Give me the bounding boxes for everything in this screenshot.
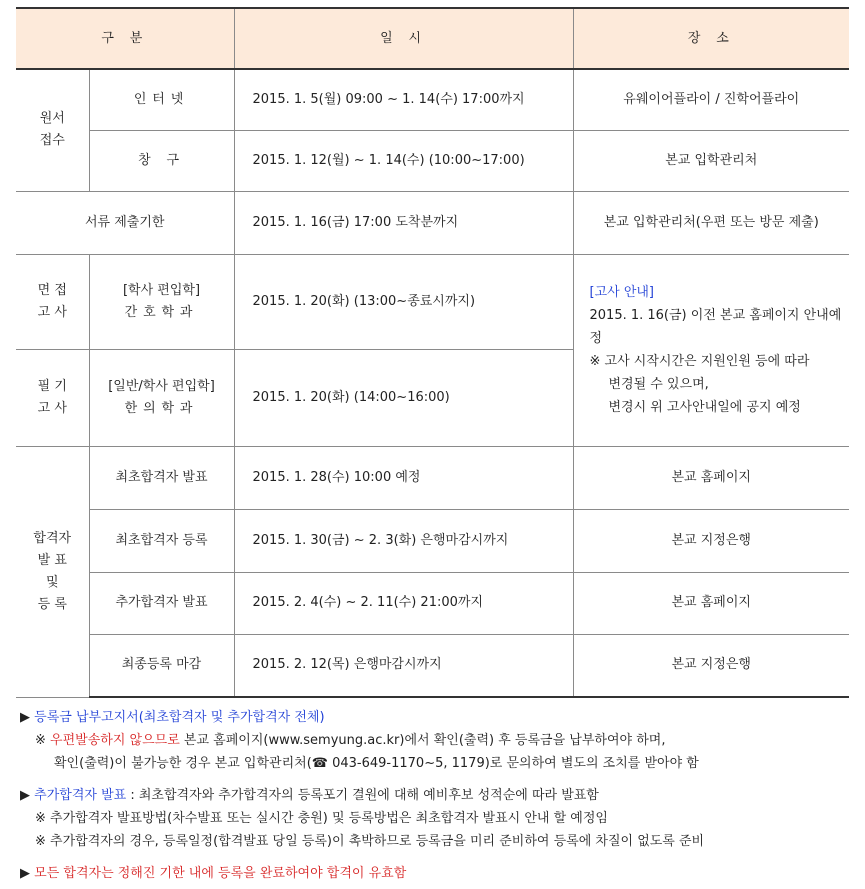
tuition-rest-text: 본교 홈페이지(www.semyung.ac.kr)에서 확인(출력) 후 등록금을 납부하여야 하며, [179, 733, 666, 748]
exam-notice-line2: ※ 고사 시작시간은 지원인원 등에 따라 [589, 354, 810, 369]
results-group-line4: 등 록 [37, 596, 67, 612]
reference-mark: ※ [35, 733, 46, 748]
interview-label-line1: [학사 편입학] [122, 282, 201, 298]
table-row [16, 446, 849, 509]
results-group-line3: 및 [45, 574, 59, 590]
interview-label-line2: 간호학과 [124, 304, 199, 320]
window-label: 창 구 [89, 130, 234, 191]
final-notice [20, 862, 855, 885]
results-row-datetime: 2015. 2. 12(목) 은행마감시까지 [234, 634, 573, 697]
table-row [16, 191, 849, 254]
schedule-table [16, 7, 849, 698]
table-row [16, 509, 849, 572]
table-row [16, 634, 849, 697]
application-group-line2: 접수 [39, 133, 65, 149]
table-row [16, 130, 849, 191]
window-datetime: 2015. 1. 12(월) ~ 1. 14(수) (10:00~17:00) [234, 130, 573, 191]
internet-datetime: 2015. 1. 5(월) 09:00 ~ 1. 14(수) 17:00까지 [234, 69, 573, 130]
results-row-datetime: 2015. 1. 28(수) 10:00 예정 [234, 446, 573, 509]
results-row-datetime: 2015. 1. 30(금) ~ 2. 3(화) 은행마감시까지 [234, 509, 573, 572]
extra-line1: ※ 추가합격자 발표방법(차수발표 또는 실시간 충원) 및 등록방법은 최초합격자 발표시 안내 할 예정임 [35, 811, 608, 826]
interview-label-cell [89, 254, 234, 349]
written-group-line1: 필 기 [37, 378, 67, 394]
interview-group-line1: 면 접 [37, 282, 67, 298]
results-row-label: 최종등록 마감 [89, 634, 234, 697]
results-row-location: 본교 홈페이지 [573, 572, 849, 634]
written-label-cell [89, 349, 234, 446]
tuition-heading [20, 706, 855, 729]
interview-datetime: 2015. 1. 20(화) (13:00~종료시까지) [234, 254, 573, 349]
header-category: 구 분 [16, 8, 234, 69]
table-row [16, 69, 849, 130]
documents-datetime: 2015. 1. 16(금) 17:00 도착분까지 [234, 191, 573, 254]
notes-section [20, 706, 855, 885]
results-row-label: 추가합격자 발표 [89, 572, 234, 634]
extra-rest-text: : 최초합격자와 추가합격자의 등록포기 결원에 대해 예비후보 성적순에 따라 발표함 [126, 788, 599, 803]
results-row-location: 본교 지정은행 [573, 634, 849, 697]
exam-notice-line4: 변경시 위 고사안내일에 공지 예정 [608, 400, 801, 415]
results-group-cell [16, 446, 89, 697]
exam-notice-line3: 변경될 수 있으며, [608, 377, 709, 392]
documents-label: 서류 제출기한 [16, 191, 234, 254]
exam-notice-line1: 2015. 1. 16(금) 이전 본교 홈페이지 안내예정 [589, 308, 842, 346]
internet-label: 인터넷 [89, 69, 234, 130]
results-row-datetime: 2015. 2. 4(수) ~ 2. 11(수) 21:00까지 [234, 572, 573, 634]
written-group-line2: 고 사 [37, 400, 67, 416]
application-group-cell [16, 69, 89, 191]
tuition-red-text: 우편발송하지 않으므로 [50, 733, 180, 748]
extra-heading [20, 784, 855, 807]
exam-notice-title: [고사 안내] [589, 285, 655, 300]
results-row-location: 본교 홈페이지 [573, 446, 849, 509]
tuition-line1 [20, 729, 855, 752]
extra-line2: ※ 추가합격자의 경우, 등록일정(합격발표 당일 등록)이 촉박하므로 등록금을 미리 준비하여 등록에 차질이 없도록 준비 [35, 834, 705, 849]
final-notice-text: 모든 합격자는 정해진 기한 내에 등록을 완료하여야 합격이 유효함 [34, 866, 407, 881]
interview-group-cell [16, 254, 89, 349]
written-datetime: 2015. 1. 20(화) (14:00~16:00) [234, 349, 573, 446]
results-row-label: 최초합격자 발표 [89, 446, 234, 509]
extra-title: 추가합격자 발표 [34, 788, 127, 803]
bullet-triangle-icon: ▶ [20, 710, 30, 725]
tuition-line2: 확인(출력)이 불가능한 경우 본교 입학관리처(☎ 043-649-1170~5, 1179)로 문의하여 별도의 조치를 받아야 함 [54, 756, 699, 771]
results-row-location: 본교 지정은행 [573, 509, 849, 572]
results-row-label: 최초합격자 등록 [89, 509, 234, 572]
written-label-line1: [일반/학사 편입학] [108, 378, 215, 394]
written-group-cell [16, 349, 89, 446]
header-datetime: 일 시 [234, 8, 573, 69]
bullet-triangle-icon: ▶ [20, 788, 30, 803]
table-header-row [16, 8, 849, 69]
application-group-line1: 원서 [39, 111, 65, 127]
interview-group-line2: 고 사 [37, 304, 67, 320]
table-row [16, 572, 849, 634]
results-group-line1: 합격자 [33, 530, 72, 546]
table-row [16, 254, 849, 349]
written-label-line2: 한의학과 [124, 400, 199, 416]
bullet-triangle-icon: ▶ [20, 866, 30, 881]
documents-location: 본교 입학관리처(우편 또는 방문 제출) [573, 191, 849, 254]
tuition-title: 등록금 납부고지서(최초합격자 및 추가합격자 전체) [34, 710, 325, 725]
window-location: 본교 입학관리처 [573, 130, 849, 191]
internet-location: 유웨이어플라이 / 진학어플라이 [573, 69, 849, 130]
results-group-line2: 발 표 [37, 552, 67, 568]
header-location: 장 소 [573, 8, 849, 69]
exam-notice-cell [573, 254, 849, 446]
